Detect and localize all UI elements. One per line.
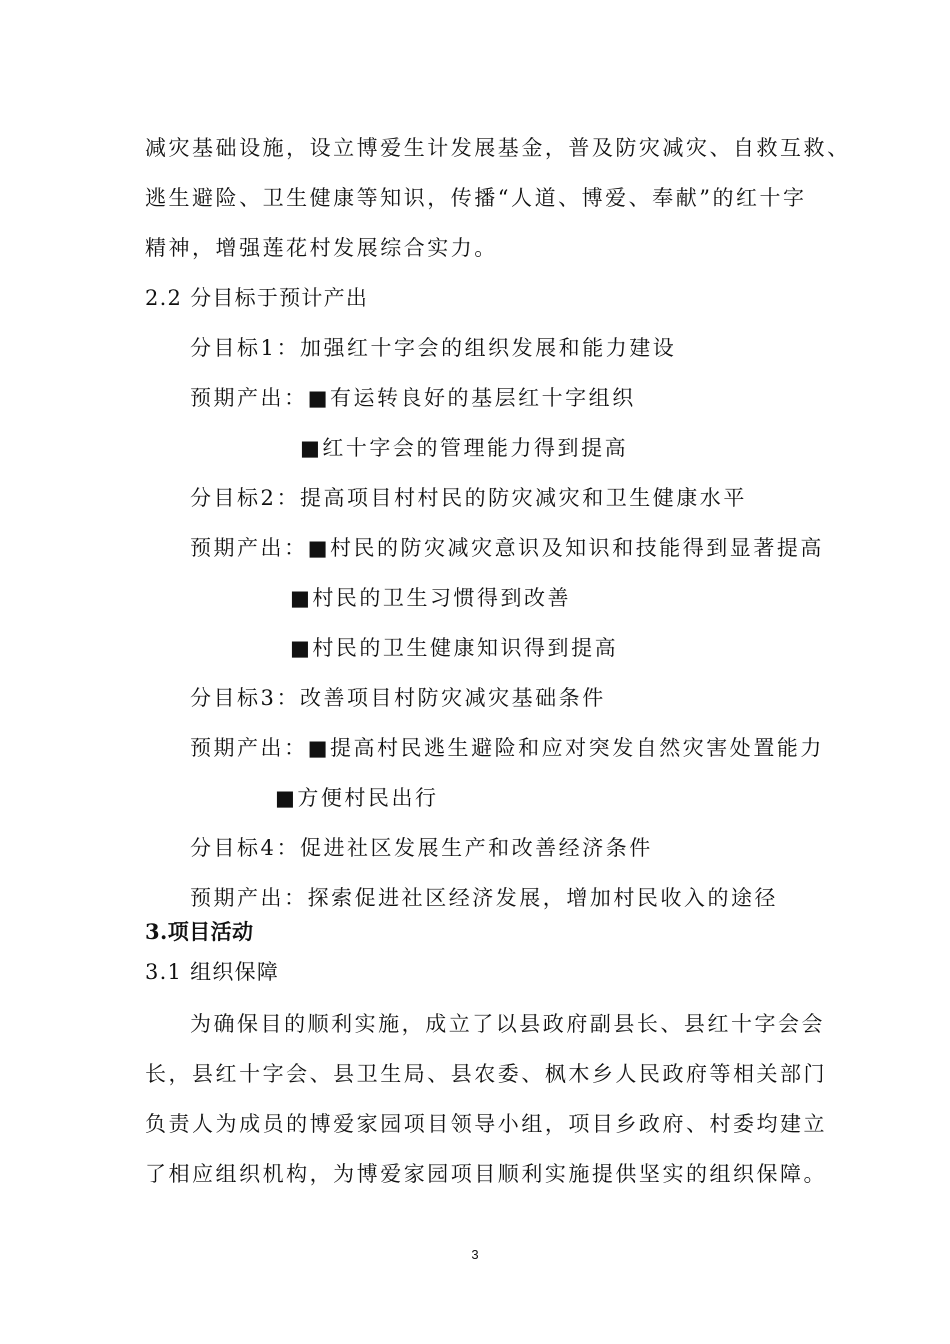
goal-1-output-1: 预期产出：■有运转良好的基层红十字组织 — [190, 386, 636, 410]
goal-4-output-1: 预期产出：探索促进社区经济发展，增加村民收入的途径 — [190, 886, 778, 910]
goal-1-output-2: ■红十字会的管理能力得到提高 — [300, 436, 629, 460]
goal-2-title: 分目标2：提高项目村村民的防灾减灾和卫生健康水平 — [190, 486, 747, 510]
goal-3-title: 分目标3：改善项目村防灾减灾基础条件 — [190, 686, 606, 710]
goal-1-title: 分目标1：加强红十字会的组织发展和能力建设 — [190, 336, 677, 360]
paragraph-line: 减灾基础设施，设立博爱生计发展基金，普及防灾减灾、自救互救、 — [145, 136, 851, 160]
goal-2-output-2: ■村民的卫生习惯得到改善 — [290, 586, 572, 610]
paragraph-line: 为确保目的顺利实施，成立了以县政府副县长、县红十字会会 — [190, 1012, 826, 1036]
page-number: 3 — [471, 1247, 479, 1262]
goal-4-title: 分目标4：促进社区发展生产和改善经济条件 — [190, 836, 653, 860]
subsection-heading: 3.1 组织保障 — [145, 960, 280, 984]
paragraph-line: 精神，增强莲花村发展综合实力。 — [145, 236, 498, 260]
paragraph-line: 负责人为成员的博爱家园项目领导小组，项目乡政府、村委均建立 — [145, 1112, 828, 1136]
paragraph-line: 逃生避险、卫生健康等知识，传播“人道、博爱、奉献”的红十字 — [145, 186, 807, 210]
paragraph-line: 了相应组织机构，为博爱家园项目顺利实施提供坚实的组织保障。 — [145, 1162, 828, 1186]
paragraph-line: 长，县红十字会、县卫生局、县农委、枫木乡人民政府等相关部门 — [145, 1062, 828, 1086]
goal-2-output-1: 预期产出：■村民的防灾减灾意识及知识和技能得到显著提高 — [190, 536, 824, 560]
section-heading: 3.项目活动 — [145, 919, 254, 944]
goal-2-output-3: ■村民的卫生健康知识得到提高 — [290, 636, 619, 660]
goal-3-output-2: ■方便村民出行 — [275, 786, 439, 810]
goal-3-output-1: 预期产出：■提高村民逃生避险和应对突发自然灾害处置能力 — [190, 736, 824, 760]
section-subheading: 2.2 分目标于预计产出 — [145, 286, 369, 310]
